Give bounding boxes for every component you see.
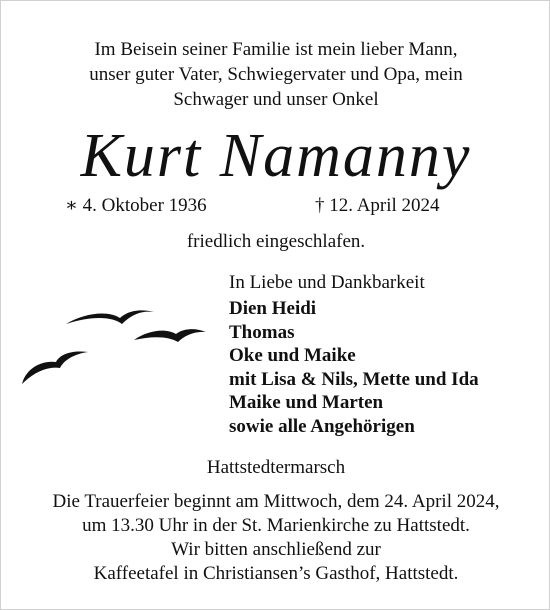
funeral-line: Die Trauerfeier beginnt am Mittwoch, dem 24. April 2024, xyxy=(52,491,500,512)
mourners-heading: In Liebe und Dankbarkeit xyxy=(229,272,425,293)
residence-place: Hattstedtermarsch xyxy=(206,457,346,478)
intro-line: unser guter Vater, Schwiegervater und Opa, mein xyxy=(89,64,463,85)
mourners-list xyxy=(229,297,479,439)
mourner-item: Maike und Marten xyxy=(229,392,384,414)
funeral-details xyxy=(1,490,550,586)
deceased-name: Kurt Namanny xyxy=(80,122,472,190)
funeral-line: Kaffeetafel in Christiansen’s Gasthof, Hattstedt. xyxy=(93,563,459,584)
funeral-line: um 13.30 Uhr in der St. Marienkirche zu Hattstedt. xyxy=(82,515,470,536)
death-date: † 12. April 2024 xyxy=(315,195,440,216)
mourner-item: sowie alle Angehörigen xyxy=(229,415,415,437)
passed-away-text: friedlich eingeschlafen. xyxy=(186,231,366,252)
mourner-item: Thomas xyxy=(229,321,295,343)
intro-text xyxy=(1,37,550,112)
bird-shape xyxy=(66,310,154,324)
bird-shape xyxy=(22,351,88,384)
intro-line: Schwager und unser Onkel xyxy=(173,89,379,110)
flying-birds-icon xyxy=(16,296,206,396)
mourner-item: Oke und Maike xyxy=(229,345,356,367)
funeral-line: Wir bitten anschließend zur xyxy=(171,539,381,560)
birth-date: ∗ 4. Oktober 1936 xyxy=(65,195,207,216)
mourner-item: Dien Heidi xyxy=(229,298,317,319)
mourner-item: mit Lisa & Nils, Mette und Ida xyxy=(229,368,479,390)
intro-line: Im Beisein seiner Familie ist mein lieber Mann, xyxy=(94,39,458,60)
bird-shape xyxy=(134,329,206,342)
